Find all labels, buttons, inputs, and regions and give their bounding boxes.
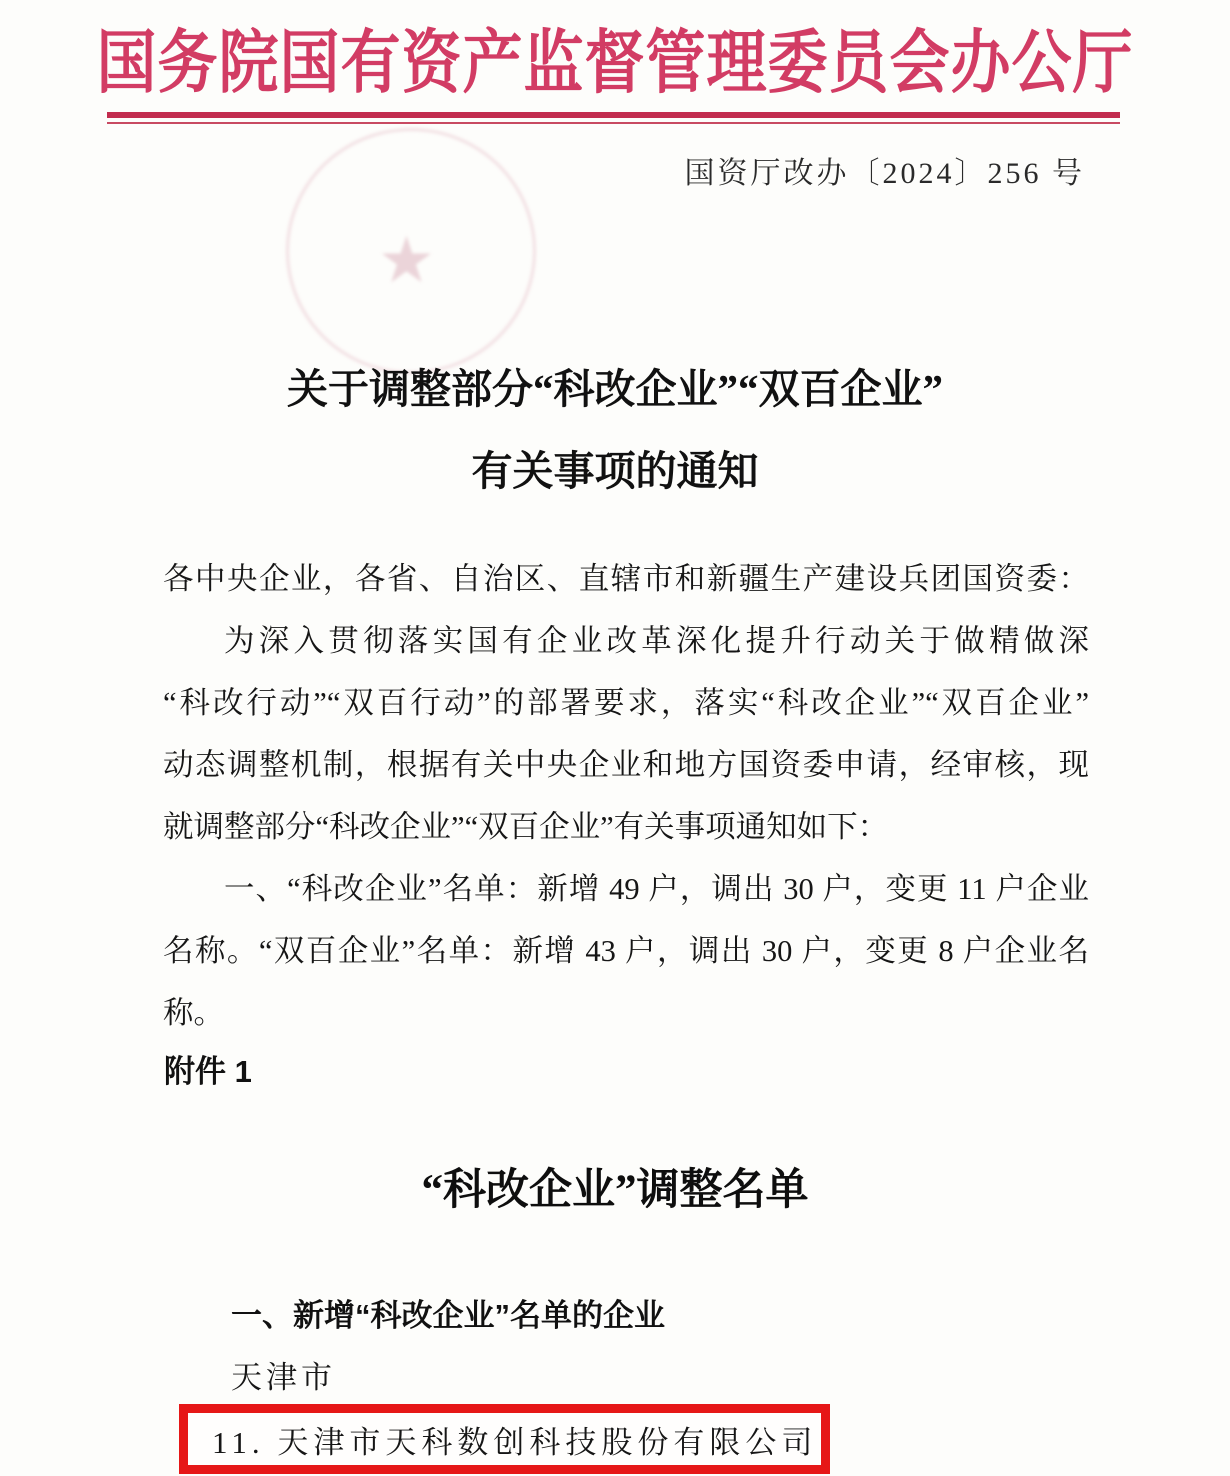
body-line: 名称。“双百企业”名单：新增 43 户，调出 30 户，变更 8 户企业名	[163, 934, 1089, 968]
body-line: 动态调整机制，根据有关中央企业和地方国资委申请，经审核，现	[163, 748, 1089, 782]
doc-number: 国资厅改办〔2024〕256 号	[684, 157, 1085, 190]
highlighted-company: 11. 天津市天科数创科技股份有限公司	[212, 1424, 818, 1460]
official-seal-watermark	[286, 128, 536, 374]
body-line: 为深入贯彻落实国有企业改革深化提升行动关于做精做深	[224, 624, 1089, 658]
body-line: 各中央企业，各省、自治区、直辖市和新疆生产建设兵团国资委：	[163, 562, 1089, 596]
highlight-box	[179, 1404, 830, 1474]
seal-star-icon: ★	[377, 223, 436, 298]
title-line-1: 关于调整部分“科改企业”“双百企业”	[287, 366, 943, 412]
title-line-2: 有关事项的通知	[471, 448, 759, 494]
body-line: “科改行动”“双百行动”的部署要求，落实“科改企业”“双百企业”	[163, 686, 1089, 720]
section-heading: 一、新增“科改企业”名单的企业	[231, 1298, 665, 1333]
attachment-title: “科改企业”调整名单	[421, 1167, 809, 1214]
body-line: 就调整部分“科改企业”“双百企业”有关事项通知如下：	[163, 810, 889, 844]
body-line: 一、“科改企业”名单：新增 49 户，调出 30 户，变更 11 户企业	[224, 872, 1089, 906]
header-separator-thick	[107, 112, 1120, 118]
header-separator-thin	[107, 122, 1120, 124]
body-line: 称。	[163, 996, 224, 1030]
agency-header: 国务院国有资产监督管理委员会办公厅	[96, 25, 1134, 102]
document-title	[0, 348, 1230, 512]
body-paragraphs	[163, 548, 1089, 1044]
attachment-label: 附件 1	[164, 1054, 252, 1089]
region-label: 天津市	[231, 1360, 336, 1395]
